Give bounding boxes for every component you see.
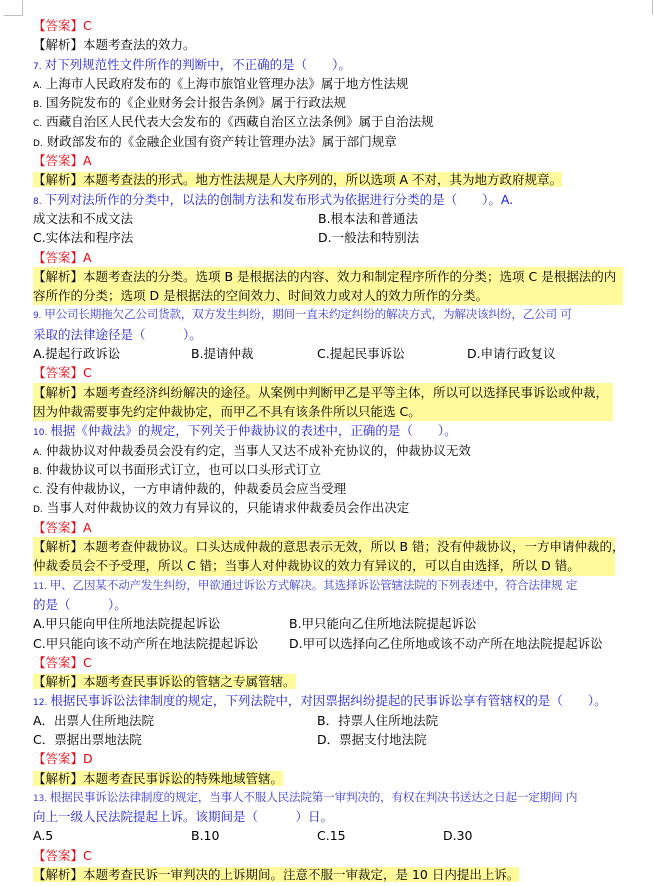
analysis-line: 【解析】本题考查民事诉讼的特殊地域管辖。 [33, 770, 284, 786]
question-8-stem: 8. 下列对法所作的分类中，以法的创制方法和发布形式为依据进行分类的是（ ）。A. [33, 191, 514, 207]
question-9-stem: 9. 甲公司长期拖欠乙公司货款，双方发生纠纷，期间一直未约定纠纷的解决方式，为解决该纠纷，乙公司 可 [33, 307, 572, 322]
option-a: A．出票人住所地法院 [33, 712, 155, 728]
option-c: C.15 [317, 828, 346, 844]
options-row [33, 228, 623, 247]
question-12-stem: 12. 根据民事诉讼法律制度的规定，下列法院中，对因票据纠纷提起的民事诉讼享有管辖权的是（ ）。 [33, 693, 607, 709]
option-c: C．票据出票地法院 [33, 731, 142, 747]
option-a: A.5 [33, 828, 54, 844]
analysis-block: 【解析】本题考查法的分类。选项 B 是根据法的内容、效力和制定程序所作的分类；选项 C 是根据法的内 容所作的分类；选项 D 是根据法的空间效力、时间效力或对人的效力所作的分类。 [33, 267, 623, 306]
option-d: D．票据支付地法院 [317, 731, 427, 747]
options-row [33, 634, 623, 653]
options-row [33, 730, 623, 749]
option-b: B.甲只能向乙住所地法院提起诉讼 [289, 616, 477, 632]
option-b: B. 仲裁协议可以书面形式订立，也可以口头形式订立 [33, 461, 322, 477]
option-d: D.申请行政复议 [467, 346, 556, 362]
analysis-block: 【解析】本题考查仲裁协议。口头达成仲裁的意思表示无效，所以 B 错；没有仲裁协议，一方申请仲裁的， 仲裁委员会不予受理，所以 C 错；当事人对仲裁协议的效力有异议的，可以自由选择，所以 D 错。 [33, 537, 615, 576]
option-a: A.提起行政诉讼 [33, 346, 121, 362]
options-row [33, 826, 623, 845]
option-a: A.甲只能向甲住所地法院提起诉讼 [33, 616, 221, 632]
option-a: 成文法和不成文法 [33, 210, 134, 226]
option-b: B.根本法和普通法 [318, 210, 419, 226]
question-9-stem-cont: 采取的法律途径是（ ）。 [33, 326, 202, 342]
question-11-stem-cont: 的是（ ）。 [33, 596, 127, 612]
question-13-stem-cont: 向上一级人民法院提起上诉。该期间是（ ）日。 [33, 809, 334, 825]
page-corner-mark-left [4, 0, 23, 16]
answer-line: 【答案】A [33, 153, 92, 169]
answer-line: 【答案】A [33, 519, 92, 535]
question-7-stem: 7. 对下列规范性文件所作的判断中，不正确的是（ ）。 [33, 56, 351, 72]
analysis-block: 【解析】本题考查经济纠纷解决的途径。从案例中判断甲乙是平等主体，所以可以选择民事诉讼或仲裁， 因为仲裁需要事先约定仲裁协定，而甲乙不具有该条件所以只能选 C。 [33, 383, 613, 422]
options-row [33, 344, 623, 363]
option-c: C.实体法和程序法 [33, 230, 134, 246]
answer-line: 【答案】D [33, 751, 93, 767]
option-c: C. 西藏自治区人民代表大会发布的《西藏自治区立法条例》属于自治法规 [33, 114, 434, 130]
option-b: B.提请仲裁 [191, 346, 254, 362]
answer-line: 【答案】C [33, 18, 92, 33]
option-d: D.30 [443, 828, 473, 844]
analysis-line: 【解析】本题考查法的形式。地方性法规是人大序列的，所以选项 A 不对，其为地方政府规章。 [33, 172, 562, 188]
options-row [33, 614, 623, 633]
option-b: B．持票人住所地法院 [317, 712, 439, 728]
option-c: C.提起民事诉讼 [317, 346, 405, 362]
option-a: A. 仲裁协议对仲裁委员会没有约定，当事人又达不成补充协议的，仲裁协议无效 [33, 442, 471, 458]
analysis-line: 【解析】本题考查民诉一审判决的上诉期间。注意不服一审裁定，是 10 日内提出上诉。 [33, 867, 520, 883]
question-number: 7. [33, 61, 42, 72]
option-b: B. 国务院发布的《企业财务会计报告条例》属于行政法规 [33, 95, 347, 111]
option-b: B.10 [191, 828, 220, 844]
answer-line: 【答案】C [33, 365, 92, 381]
answer-line: 【答案】C [33, 654, 92, 670]
question-10-stem: 10. 根据《仲裁法》的规定，下列关于仲裁协议的表述中，正确的是（ ）。 [33, 423, 457, 439]
question-11-stem: 11. 甲、乙因某不动产发生纠纷，甲欲通过诉讼方式解决。其选择诉讼管辖法院的下列表述中，符合法律规 定 [33, 577, 578, 592]
option-d: D. 财政部发布的《金融企业国有资产转让管理办法》属于部门规章 [33, 133, 397, 149]
analysis-line: 【解析】本题考查法的效力。 [33, 37, 196, 53]
answer-line: 【答案】A [33, 249, 92, 265]
answer-line: 【答案】C [33, 847, 92, 863]
options-row [33, 711, 623, 730]
document-page [33, 16, 623, 884]
option-d: D.甲可以选择向乙住所地或该不动产所在地法院提起诉讼 [289, 635, 603, 651]
options-row [33, 209, 623, 228]
option-c: C.甲只能向该不动产所在地法院提起诉讼 [33, 635, 259, 651]
option-a: A. 上海市人民政府发布的《上海市旅馆业管理办法》属于地方性法规 [33, 75, 409, 91]
question-13-stem: 13. 根据民事诉讼法律制度的规定，当事人不服人民法院第一审判决的，有权在判决书送达之日起一定期间 内 [33, 789, 578, 804]
analysis-line: 【解析】本题考查民事诉讼的管辖之专属管辖。 [33, 674, 296, 690]
option-d: D. 当事人对仲裁协议的效力有异议的，只能请求仲裁委员会作出决定 [33, 500, 410, 516]
option-d: D.一般法和特别法 [318, 230, 420, 246]
option-c: C. 没有仲裁协议，一方申请仲裁的，仲裁委员会应当受理 [33, 481, 347, 497]
